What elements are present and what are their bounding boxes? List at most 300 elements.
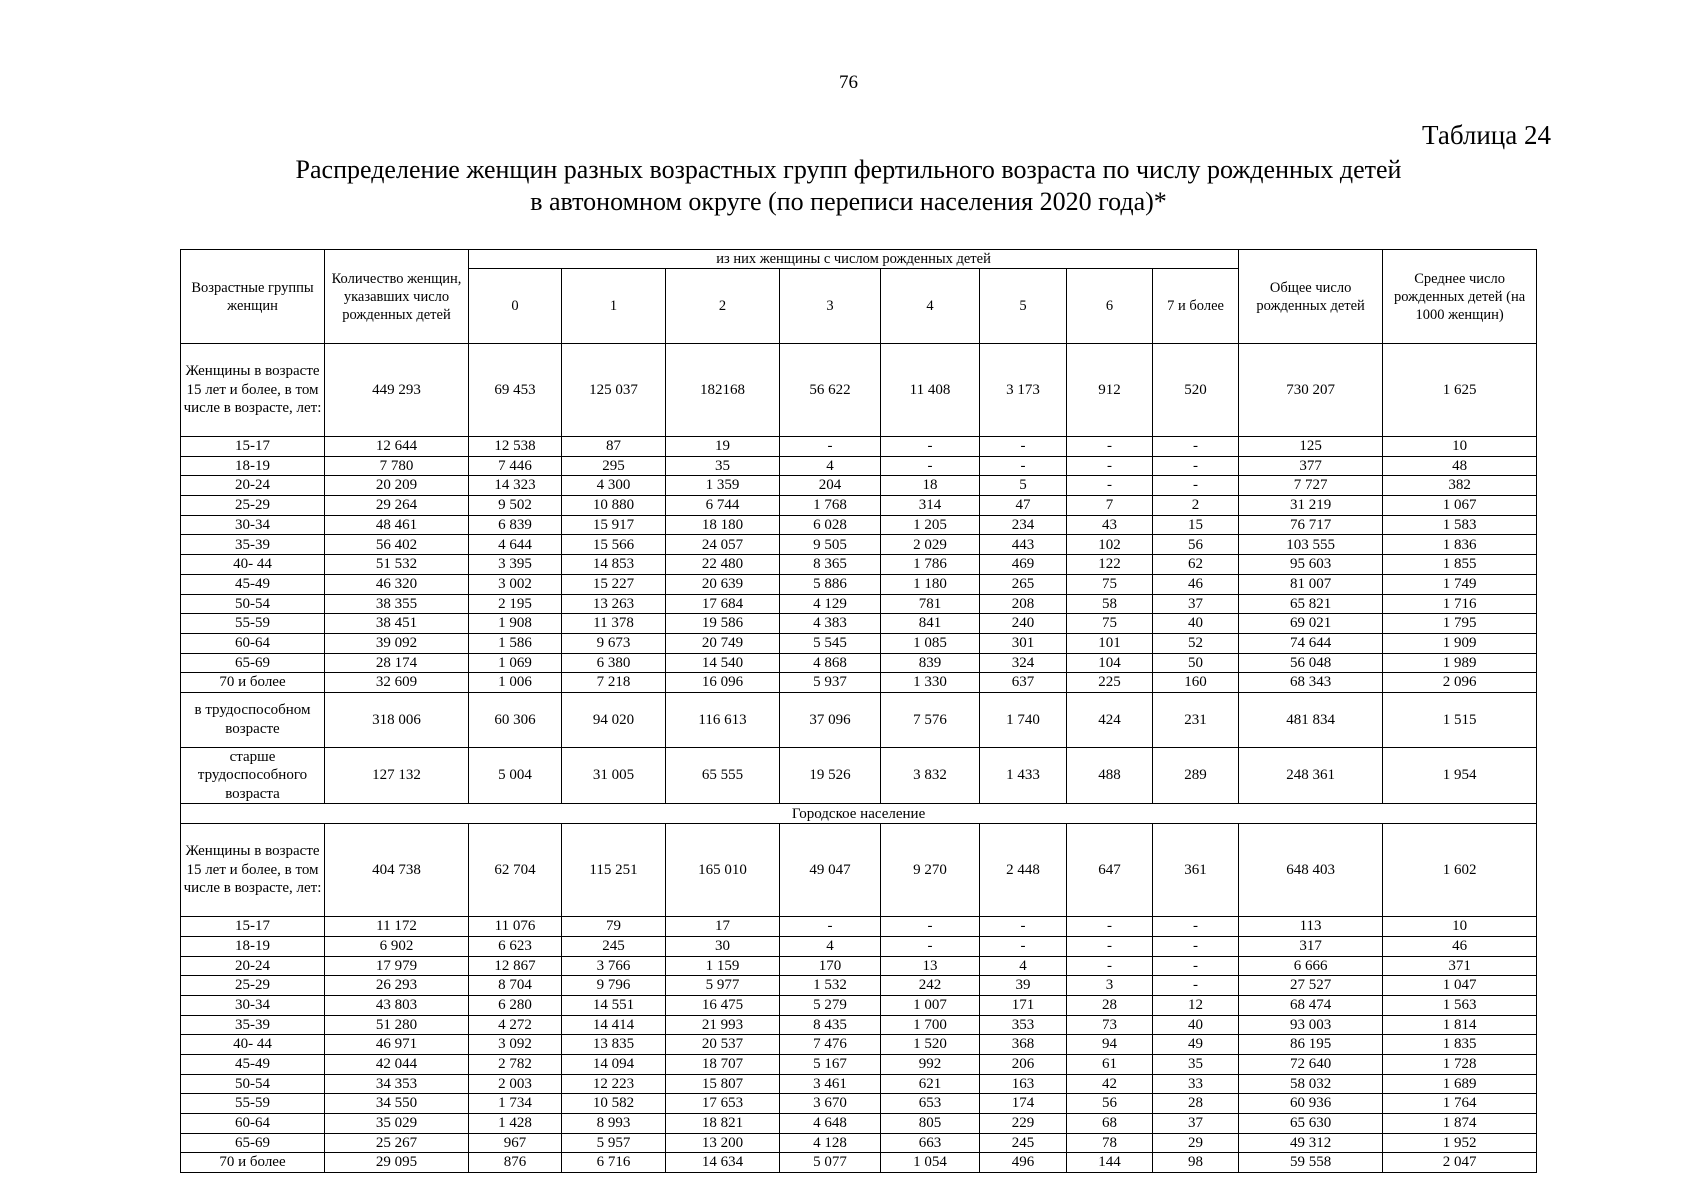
cell-children-7plus: - bbox=[1153, 956, 1239, 976]
cell-count: 46 971 bbox=[325, 1035, 469, 1055]
cell-children-3: 9 505 bbox=[780, 535, 881, 555]
cell-children-1: 94 020 bbox=[562, 692, 666, 747]
cell-avg-children: 1 952 bbox=[1383, 1133, 1537, 1153]
cell-count: 43 803 bbox=[325, 995, 469, 1015]
cell-children-0: 4 644 bbox=[469, 535, 562, 555]
cell-children-6: 68 bbox=[1067, 1114, 1153, 1134]
cell-children-1: 295 bbox=[562, 456, 666, 476]
cell-children-7plus: 361 bbox=[1153, 824, 1239, 917]
cell-age-group: 55-59 bbox=[181, 1094, 325, 1114]
cell-children-3: 4 bbox=[780, 456, 881, 476]
cell-total-children: 68 474 bbox=[1239, 995, 1383, 1015]
cell-count: 28 174 bbox=[325, 653, 469, 673]
cell-children-0: 4 272 bbox=[469, 1015, 562, 1035]
cell-total-children: 76 717 bbox=[1239, 515, 1383, 535]
cell-children-4: 242 bbox=[881, 976, 980, 996]
cell-children-4: 314 bbox=[881, 496, 980, 516]
cell-age-group: в трудоспособном возрасте bbox=[181, 692, 325, 747]
cell-children-5: 47 bbox=[980, 496, 1067, 516]
cell-count: 20 209 bbox=[325, 476, 469, 496]
cell-age-group: 18-19 bbox=[181, 936, 325, 956]
cell-avg-children: 371 bbox=[1383, 956, 1537, 976]
cell-children-5: - bbox=[980, 456, 1067, 476]
table-row bbox=[181, 673, 1537, 693]
cell-count: 38 355 bbox=[325, 594, 469, 614]
cell-children-7plus: 37 bbox=[1153, 594, 1239, 614]
cell-children-2: 17 653 bbox=[666, 1094, 780, 1114]
cell-children-7plus: - bbox=[1153, 437, 1239, 457]
cell-children-1: 245 bbox=[562, 936, 666, 956]
cell-avg-children: 1 835 bbox=[1383, 1035, 1537, 1055]
cell-avg-children: 1 067 bbox=[1383, 496, 1537, 516]
table-row bbox=[181, 1094, 1537, 1114]
cell-children-1: 13 835 bbox=[562, 1035, 666, 1055]
cell-age-group: 45-49 bbox=[181, 574, 325, 594]
cell-children-1: 14 853 bbox=[562, 555, 666, 575]
cell-children-1: 15 227 bbox=[562, 574, 666, 594]
table-row bbox=[181, 515, 1537, 535]
cell-count: 51 280 bbox=[325, 1015, 469, 1035]
table-row bbox=[181, 476, 1537, 496]
cell-avg-children: 1 909 bbox=[1383, 633, 1537, 653]
cell-total-children: 7 727 bbox=[1239, 476, 1383, 496]
cell-count: 38 451 bbox=[325, 614, 469, 634]
cell-count: 46 320 bbox=[325, 574, 469, 594]
cell-children-5: 443 bbox=[980, 535, 1067, 555]
cell-children-6: 94 bbox=[1067, 1035, 1153, 1055]
cell-age-group: 25-29 bbox=[181, 976, 325, 996]
cell-children-5: 234 bbox=[980, 515, 1067, 535]
cell-children-6: 56 bbox=[1067, 1094, 1153, 1114]
cell-children-3: - bbox=[780, 437, 881, 457]
cell-children-7plus: 231 bbox=[1153, 692, 1239, 747]
cell-children-7plus: - bbox=[1153, 936, 1239, 956]
cell-children-5: 496 bbox=[980, 1153, 1067, 1173]
cell-children-4: 839 bbox=[881, 653, 980, 673]
cell-total-children: 59 558 bbox=[1239, 1153, 1383, 1173]
cell-children-1: 13 263 bbox=[562, 594, 666, 614]
cell-children-7plus: 40 bbox=[1153, 1015, 1239, 1035]
cell-age-group: 45-49 bbox=[181, 1054, 325, 1074]
cell-children-0: 12 867 bbox=[469, 956, 562, 976]
cell-children-0: 11 076 bbox=[469, 917, 562, 937]
cell-children-0: 6 623 bbox=[469, 936, 562, 956]
cell-children-6: 424 bbox=[1067, 692, 1153, 747]
cell-count: 29 095 bbox=[325, 1153, 469, 1173]
cell-children-4: 9 270 bbox=[881, 824, 980, 917]
cell-children-4: 841 bbox=[881, 614, 980, 634]
cell-children-3: 5 167 bbox=[780, 1054, 881, 1074]
cell-children-0: 14 323 bbox=[469, 476, 562, 496]
cell-children-6: 102 bbox=[1067, 535, 1153, 555]
cell-children-4: 1 700 bbox=[881, 1015, 980, 1035]
cell-children-5: 2 448 bbox=[980, 824, 1067, 917]
cell-age-group: старше трудоспособного возраста bbox=[181, 747, 325, 804]
cell-children-4: 1 520 bbox=[881, 1035, 980, 1055]
cell-avg-children: 1 716 bbox=[1383, 594, 1537, 614]
cell-age-group: Женщины в возрасте 15 лет и более, в том числе в возрасте, лет: bbox=[181, 824, 325, 917]
cell-children-2: 21 993 bbox=[666, 1015, 780, 1035]
cell-children-4: 7 576 bbox=[881, 692, 980, 747]
cell-total-children: 248 361 bbox=[1239, 747, 1383, 804]
cell-children-5: - bbox=[980, 936, 1067, 956]
cell-age-group: 30-34 bbox=[181, 515, 325, 535]
cell-children-4: - bbox=[881, 917, 980, 937]
table-row bbox=[181, 437, 1537, 457]
header-age-group: Возрастные группы женщин bbox=[181, 250, 325, 344]
cell-children-0: 6 280 bbox=[469, 995, 562, 1015]
cell-children-5: 39 bbox=[980, 976, 1067, 996]
cell-children-0: 3 395 bbox=[469, 555, 562, 575]
cell-age-group: Женщины в возрасте 15 лет и более, в том числе в возрасте, лет: bbox=[181, 344, 325, 437]
cell-children-0: 1 586 bbox=[469, 633, 562, 653]
table-row bbox=[181, 594, 1537, 614]
cell-total-children: 60 936 bbox=[1239, 1094, 1383, 1114]
cell-children-2: 14 540 bbox=[666, 653, 780, 673]
cell-avg-children: 2 096 bbox=[1383, 673, 1537, 693]
cell-children-3: 4 129 bbox=[780, 594, 881, 614]
table-row bbox=[181, 1114, 1537, 1134]
cell-count: 404 738 bbox=[325, 824, 469, 917]
cell-children-3: 1 532 bbox=[780, 976, 881, 996]
cell-age-group: 20-24 bbox=[181, 476, 325, 496]
table-row bbox=[181, 917, 1537, 937]
cell-children-3: 7 476 bbox=[780, 1035, 881, 1055]
cell-avg-children: 1 795 bbox=[1383, 614, 1537, 634]
header-count: Количество женщин, указавших число рожденных детей bbox=[325, 250, 469, 344]
cell-children-5: 469 bbox=[980, 555, 1067, 575]
cell-children-1: 14 414 bbox=[562, 1015, 666, 1035]
cell-children-1: 9 673 bbox=[562, 633, 666, 653]
cell-children-5: 240 bbox=[980, 614, 1067, 634]
census-table bbox=[180, 249, 1537, 1173]
table-row bbox=[181, 535, 1537, 555]
cell-children-2: 14 634 bbox=[666, 1153, 780, 1173]
cell-children-3: 5 886 bbox=[780, 574, 881, 594]
cell-children-1: 15 917 bbox=[562, 515, 666, 535]
cell-children-5: 5 bbox=[980, 476, 1067, 496]
cell-children-0: 2 195 bbox=[469, 594, 562, 614]
table-row bbox=[181, 614, 1537, 634]
cell-children-3: 6 028 bbox=[780, 515, 881, 535]
cell-children-4: 13 bbox=[881, 956, 980, 976]
cell-children-4: 2 029 bbox=[881, 535, 980, 555]
cell-children-1: 4 300 bbox=[562, 476, 666, 496]
cell-avg-children: 1 583 bbox=[1383, 515, 1537, 535]
cell-children-7plus: 35 bbox=[1153, 1054, 1239, 1074]
cell-avg-children: 1 515 bbox=[1383, 692, 1537, 747]
table-row bbox=[181, 555, 1537, 575]
cell-total-children: 58 032 bbox=[1239, 1074, 1383, 1094]
cell-avg-children: 10 bbox=[1383, 437, 1537, 457]
table-row bbox=[181, 344, 1537, 437]
cell-children-1: 11 378 bbox=[562, 614, 666, 634]
cell-children-7plus: - bbox=[1153, 976, 1239, 996]
cell-children-7plus: 37 bbox=[1153, 1114, 1239, 1134]
table-row bbox=[181, 653, 1537, 673]
cell-children-3: 5 937 bbox=[780, 673, 881, 693]
cell-count: 42 044 bbox=[325, 1054, 469, 1074]
cell-children-3: 4 868 bbox=[780, 653, 881, 673]
cell-children-4: 992 bbox=[881, 1054, 980, 1074]
cell-avg-children: 1 814 bbox=[1383, 1015, 1537, 1035]
cell-count: 127 132 bbox=[325, 747, 469, 804]
cell-total-children: 730 207 bbox=[1239, 344, 1383, 437]
table-row bbox=[181, 976, 1537, 996]
cell-children-2: 6 744 bbox=[666, 496, 780, 516]
table-row bbox=[181, 747, 1537, 804]
cell-children-5: 301 bbox=[980, 633, 1067, 653]
cell-count: 17 979 bbox=[325, 956, 469, 976]
cell-age-group: 55-59 bbox=[181, 614, 325, 634]
cell-total-children: 81 007 bbox=[1239, 574, 1383, 594]
header-children-0: 0 bbox=[469, 269, 562, 344]
cell-children-4: 1 205 bbox=[881, 515, 980, 535]
cell-age-group: 35-39 bbox=[181, 1015, 325, 1035]
cell-age-group: 65-69 bbox=[181, 653, 325, 673]
table-row bbox=[181, 824, 1537, 917]
cell-count: 39 092 bbox=[325, 633, 469, 653]
cell-children-5: 4 bbox=[980, 956, 1067, 976]
cell-avg-children: 10 bbox=[1383, 917, 1537, 937]
cell-children-1: 79 bbox=[562, 917, 666, 937]
cell-children-3: 19 526 bbox=[780, 747, 881, 804]
cell-children-2: 5 977 bbox=[666, 976, 780, 996]
cell-children-2: 18 707 bbox=[666, 1054, 780, 1074]
cell-children-2: 16 475 bbox=[666, 995, 780, 1015]
cell-children-5: 171 bbox=[980, 995, 1067, 1015]
cell-total-children: 72 640 bbox=[1239, 1054, 1383, 1074]
cell-children-1: 14 551 bbox=[562, 995, 666, 1015]
table-row bbox=[181, 574, 1537, 594]
cell-children-3: 5 545 bbox=[780, 633, 881, 653]
cell-children-4: 18 bbox=[881, 476, 980, 496]
cell-children-6: 42 bbox=[1067, 1074, 1153, 1094]
cell-children-7plus: 56 bbox=[1153, 535, 1239, 555]
cell-avg-children: 382 bbox=[1383, 476, 1537, 496]
cell-total-children: 481 834 bbox=[1239, 692, 1383, 747]
cell-count: 34 353 bbox=[325, 1074, 469, 1094]
cell-children-2: 17 bbox=[666, 917, 780, 937]
table-header bbox=[181, 250, 1537, 344]
cell-children-3: 37 096 bbox=[780, 692, 881, 747]
cell-children-6: 75 bbox=[1067, 574, 1153, 594]
table-body bbox=[181, 344, 1537, 1173]
cell-children-2: 13 200 bbox=[666, 1133, 780, 1153]
cell-children-3: 49 047 bbox=[780, 824, 881, 917]
cell-children-7plus: 46 bbox=[1153, 574, 1239, 594]
cell-avg-children: 1 749 bbox=[1383, 574, 1537, 594]
table-row bbox=[181, 936, 1537, 956]
cell-children-5: 637 bbox=[980, 673, 1067, 693]
cell-children-7plus: - bbox=[1153, 456, 1239, 476]
cell-children-2: 116 613 bbox=[666, 692, 780, 747]
cell-children-1: 10 582 bbox=[562, 1094, 666, 1114]
cell-children-2: 20 639 bbox=[666, 574, 780, 594]
cell-children-2: 16 096 bbox=[666, 673, 780, 693]
cell-children-0: 2 003 bbox=[469, 1074, 562, 1094]
cell-children-0: 9 502 bbox=[469, 496, 562, 516]
cell-avg-children: 1 689 bbox=[1383, 1074, 1537, 1094]
table-row bbox=[181, 1153, 1537, 1173]
table-row bbox=[181, 956, 1537, 976]
cell-children-2: 17 684 bbox=[666, 594, 780, 614]
cell-children-4: 1 330 bbox=[881, 673, 980, 693]
cell-total-children: 69 021 bbox=[1239, 614, 1383, 634]
header-children-3: 3 bbox=[780, 269, 881, 344]
cell-children-2: 35 bbox=[666, 456, 780, 476]
cell-children-6: 75 bbox=[1067, 614, 1153, 634]
cell-avg-children: 1 625 bbox=[1383, 344, 1537, 437]
header-children-2: 2 bbox=[666, 269, 780, 344]
cell-age-group: 40- 44 bbox=[181, 555, 325, 575]
cell-total-children: 6 666 bbox=[1239, 956, 1383, 976]
cell-children-4: 3 832 bbox=[881, 747, 980, 804]
cell-avg-children: 1 989 bbox=[1383, 653, 1537, 673]
cell-count: 25 267 bbox=[325, 1133, 469, 1153]
cell-count: 26 293 bbox=[325, 976, 469, 996]
cell-total-children: 648 403 bbox=[1239, 824, 1383, 917]
cell-avg-children: 1 954 bbox=[1383, 747, 1537, 804]
cell-total-children: 65 821 bbox=[1239, 594, 1383, 614]
cell-children-4: 11 408 bbox=[881, 344, 980, 437]
cell-count: 449 293 bbox=[325, 344, 469, 437]
cell-children-5: - bbox=[980, 437, 1067, 457]
cell-children-7plus: 520 bbox=[1153, 344, 1239, 437]
cell-age-group: 60-64 bbox=[181, 1114, 325, 1134]
cell-children-7plus: 49 bbox=[1153, 1035, 1239, 1055]
cell-age-group: 50-54 bbox=[181, 1074, 325, 1094]
cell-children-1: 5 957 bbox=[562, 1133, 666, 1153]
cell-children-1: 6 380 bbox=[562, 653, 666, 673]
cell-total-children: 93 003 bbox=[1239, 1015, 1383, 1035]
cell-count: 12 644 bbox=[325, 437, 469, 457]
cell-children-1: 10 880 bbox=[562, 496, 666, 516]
cell-children-7plus: 40 bbox=[1153, 614, 1239, 634]
cell-children-7plus: 62 bbox=[1153, 555, 1239, 575]
cell-children-2: 165 010 bbox=[666, 824, 780, 917]
cell-children-7plus: 52 bbox=[1153, 633, 1239, 653]
cell-children-6: 488 bbox=[1067, 747, 1153, 804]
cell-children-6: 912 bbox=[1067, 344, 1153, 437]
cell-children-3: 170 bbox=[780, 956, 881, 976]
header-children-6: 6 bbox=[1067, 269, 1153, 344]
title-line-2: в автономном округе (по переписи населения 2020 года)* bbox=[530, 187, 1167, 216]
cell-total-children: 49 312 bbox=[1239, 1133, 1383, 1153]
cell-children-5: 1 433 bbox=[980, 747, 1067, 804]
header-children-1: 1 bbox=[562, 269, 666, 344]
cell-children-1: 6 716 bbox=[562, 1153, 666, 1173]
cell-count: 318 006 bbox=[325, 692, 469, 747]
cell-children-6: - bbox=[1067, 456, 1153, 476]
cell-children-0: 1 908 bbox=[469, 614, 562, 634]
cell-children-3: - bbox=[780, 917, 881, 937]
cell-children-5: - bbox=[980, 917, 1067, 937]
cell-children-0: 8 704 bbox=[469, 976, 562, 996]
cell-avg-children: 1 602 bbox=[1383, 824, 1537, 917]
cell-children-1: 125 037 bbox=[562, 344, 666, 437]
cell-age-group: 50-54 bbox=[181, 594, 325, 614]
cell-children-6: 104 bbox=[1067, 653, 1153, 673]
cell-total-children: 27 527 bbox=[1239, 976, 1383, 996]
cell-count: 7 780 bbox=[325, 456, 469, 476]
cell-total-children: 95 603 bbox=[1239, 555, 1383, 575]
cell-children-0: 1 428 bbox=[469, 1114, 562, 1134]
table-row bbox=[181, 633, 1537, 653]
cell-count: 6 902 bbox=[325, 936, 469, 956]
cell-children-2: 20 537 bbox=[666, 1035, 780, 1055]
cell-children-0: 6 839 bbox=[469, 515, 562, 535]
table-row bbox=[181, 496, 1537, 516]
cell-children-5: 265 bbox=[980, 574, 1067, 594]
cell-children-7plus: - bbox=[1153, 917, 1239, 937]
cell-avg-children: 1 836 bbox=[1383, 535, 1537, 555]
cell-children-1: 15 566 bbox=[562, 535, 666, 555]
cell-age-group: 70 и более bbox=[181, 673, 325, 693]
cell-children-1: 14 094 bbox=[562, 1054, 666, 1074]
cell-children-2: 1 159 bbox=[666, 956, 780, 976]
cell-children-3: 3 461 bbox=[780, 1074, 881, 1094]
cell-children-4: 1 054 bbox=[881, 1153, 980, 1173]
cell-children-4: - bbox=[881, 456, 980, 476]
header-total-children: Общее число рожденных детей bbox=[1239, 250, 1383, 344]
cell-children-2: 20 749 bbox=[666, 633, 780, 653]
cell-children-4: 781 bbox=[881, 594, 980, 614]
cell-total-children: 113 bbox=[1239, 917, 1383, 937]
cell-children-6: - bbox=[1067, 936, 1153, 956]
cell-count: 51 532 bbox=[325, 555, 469, 575]
cell-children-7plus: 28 bbox=[1153, 1094, 1239, 1114]
table-row bbox=[181, 1015, 1537, 1035]
cell-total-children: 103 555 bbox=[1239, 535, 1383, 555]
cell-total-children: 56 048 bbox=[1239, 653, 1383, 673]
cell-children-2: 65 555 bbox=[666, 747, 780, 804]
cell-children-6: 225 bbox=[1067, 673, 1153, 693]
cell-children-0: 12 538 bbox=[469, 437, 562, 457]
header-children-7plus: 7 и более bbox=[1153, 269, 1239, 344]
cell-count: 11 172 bbox=[325, 917, 469, 937]
cell-children-5: 174 bbox=[980, 1094, 1067, 1114]
cell-age-group: 15-17 bbox=[181, 917, 325, 937]
header-children-5: 5 bbox=[980, 269, 1067, 344]
cell-children-2: 18 821 bbox=[666, 1114, 780, 1134]
table-title bbox=[0, 154, 1697, 218]
cell-children-2: 15 807 bbox=[666, 1074, 780, 1094]
cell-count: 29 264 bbox=[325, 496, 469, 516]
section-header-row bbox=[181, 804, 1537, 824]
cell-children-0: 1 006 bbox=[469, 673, 562, 693]
cell-age-group: 18-19 bbox=[181, 456, 325, 476]
cell-total-children: 377 bbox=[1239, 456, 1383, 476]
header-children-4: 4 bbox=[881, 269, 980, 344]
cell-children-7plus: 50 bbox=[1153, 653, 1239, 673]
header-children-group: из них женщины с числом рожденных детей bbox=[469, 250, 1239, 269]
cell-children-3: 5 279 bbox=[780, 995, 881, 1015]
cell-total-children: 317 bbox=[1239, 936, 1383, 956]
cell-children-7plus: - bbox=[1153, 476, 1239, 496]
page-number: 76 bbox=[839, 72, 858, 93]
cell-children-2: 18 180 bbox=[666, 515, 780, 535]
cell-children-3: 4 383 bbox=[780, 614, 881, 634]
cell-children-6: 73 bbox=[1067, 1015, 1153, 1035]
cell-children-3: 4 bbox=[780, 936, 881, 956]
cell-children-4: 1 180 bbox=[881, 574, 980, 594]
table-row bbox=[181, 995, 1537, 1015]
cell-avg-children: 2 047 bbox=[1383, 1153, 1537, 1173]
cell-children-6: 28 bbox=[1067, 995, 1153, 1015]
cell-children-4: - bbox=[881, 936, 980, 956]
cell-children-5: 1 740 bbox=[980, 692, 1067, 747]
